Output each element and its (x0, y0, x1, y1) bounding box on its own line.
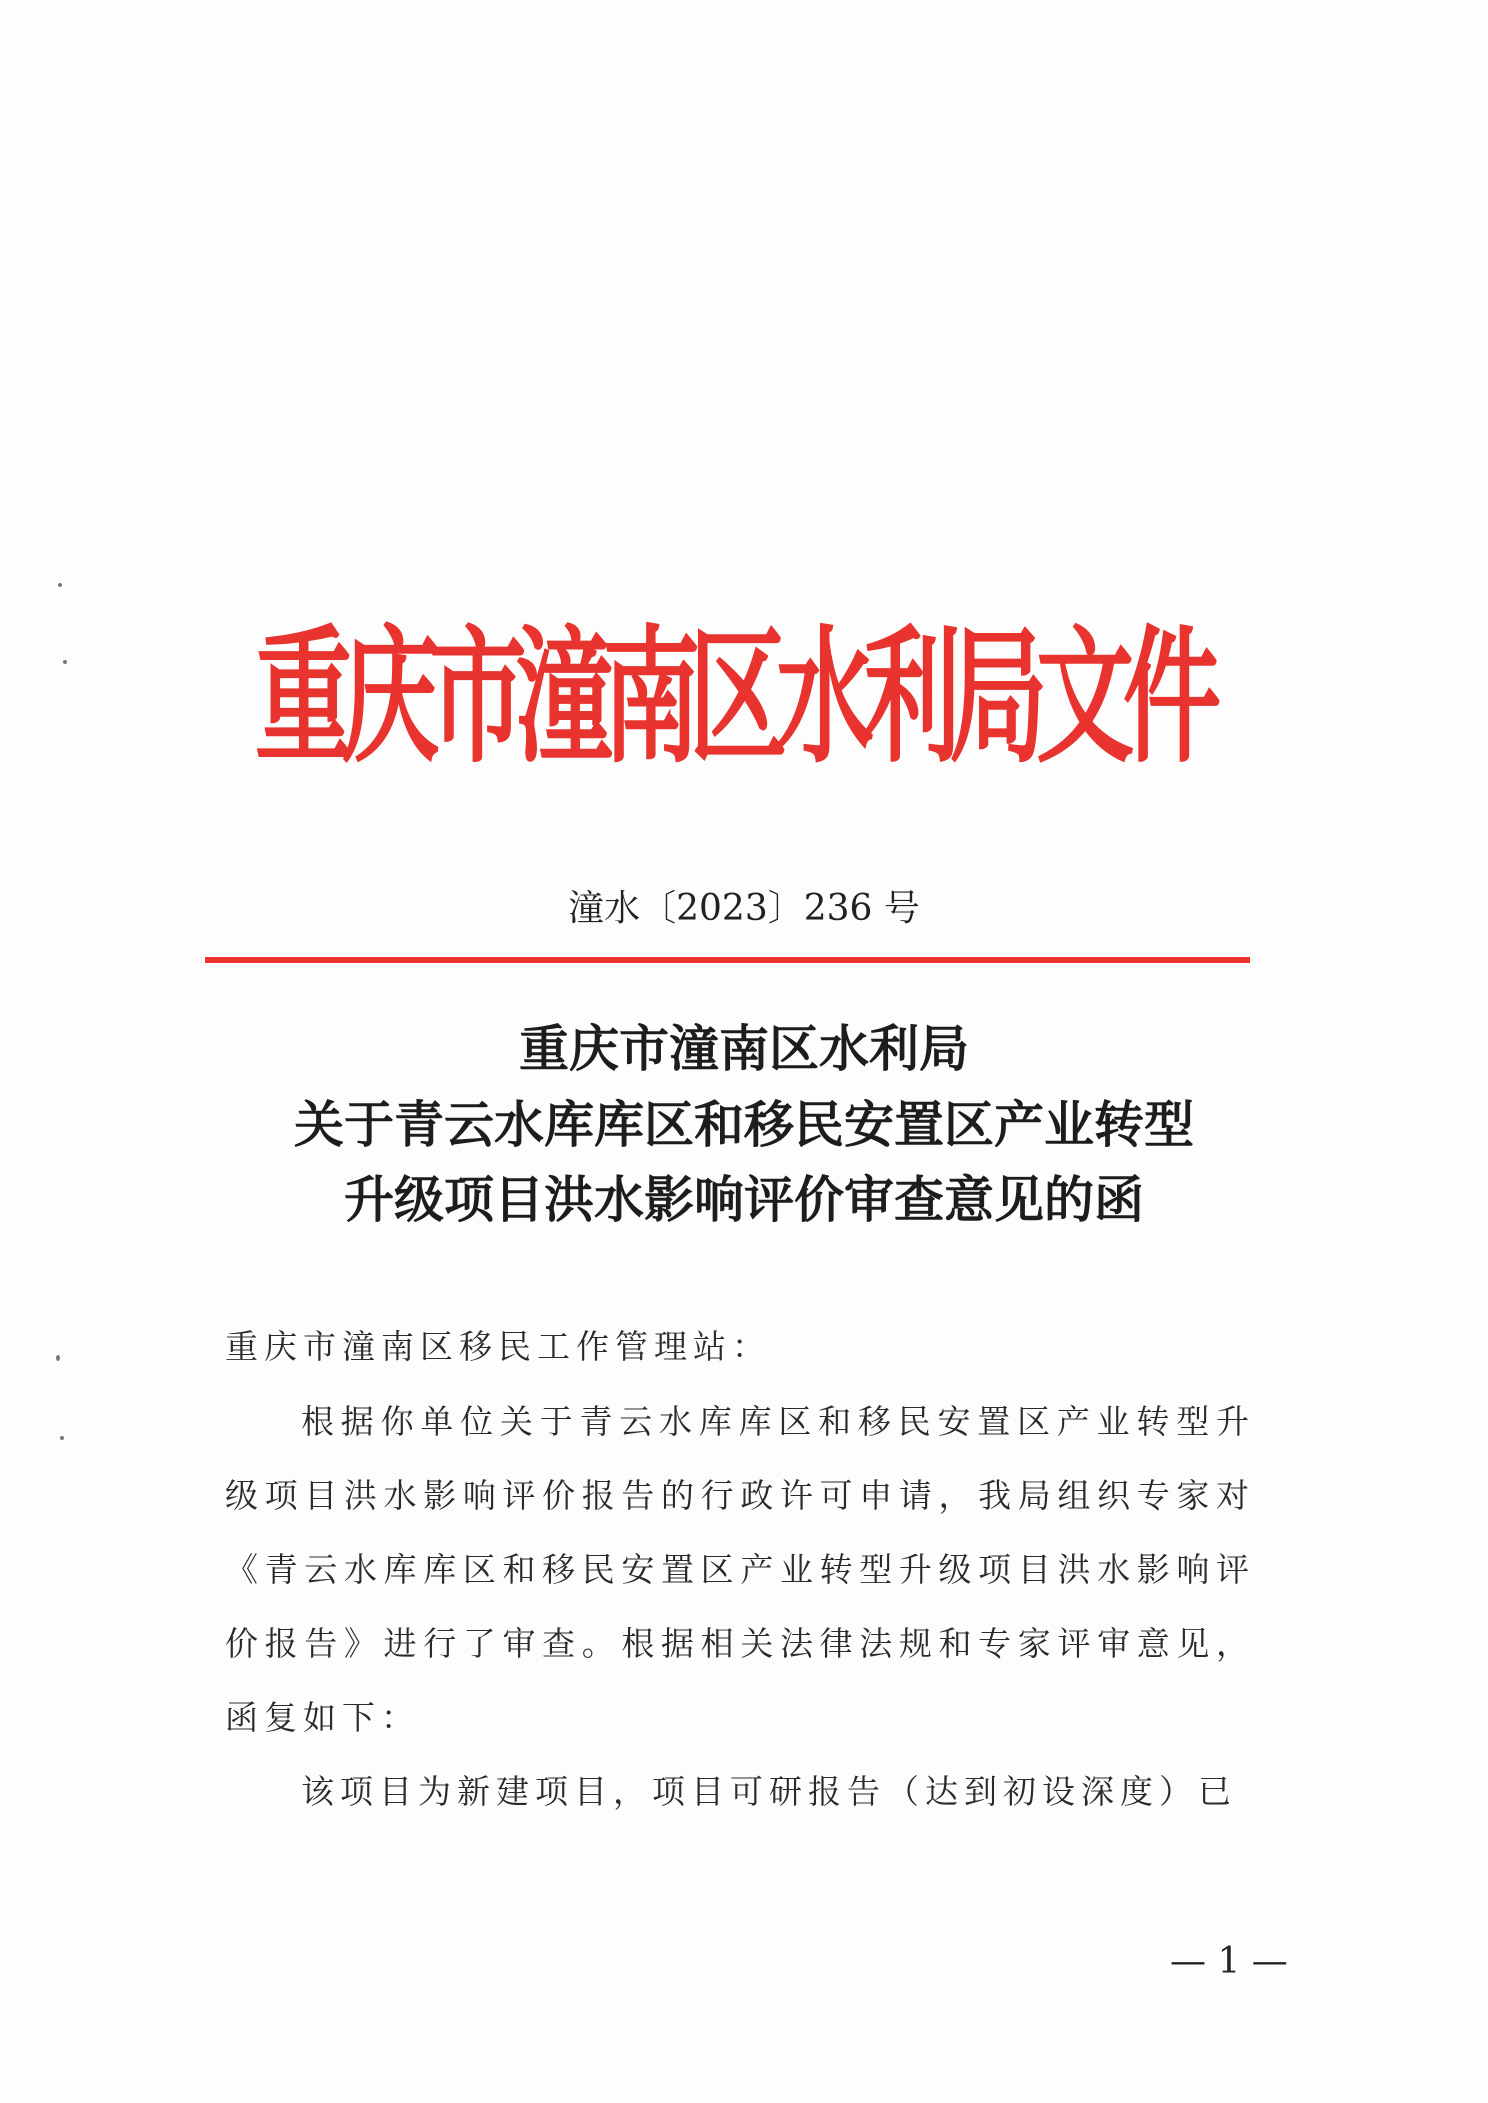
page-number: — 1 — (1170, 1941, 1288, 1982)
red-separator-line (205, 957, 1250, 963)
scan-speck (56, 1355, 60, 1361)
document-number: 潼水〔2023〕236 号 (568, 888, 920, 929)
scan-speck (63, 660, 67, 664)
document-title-line-2: 关于青云水库库区和移民安置区产业转型 (294, 1095, 1194, 1154)
body-paragraph-1: 根据你单位关于青云水库库区和移民安置区产业转型升级项目洪水影响评价报告的行政许可申请，我局组织专家对《青云水库库区和移民安置区产业转型升级项目洪水影响评价报告》进行了审查。根据相关法律法规和专家评审意见，函复如下： (225, 1402, 1255, 1737)
document-title-line-1: 重庆市潼南区水利局 (519, 1019, 969, 1078)
recipient-line: 重庆市潼南区移民工作管理站： (225, 1327, 771, 1366)
scan-speck (58, 583, 62, 587)
body-paragraph-2: 该项目为新建项目，项目可研报告（达到初设深度）已 (301, 1772, 1237, 1811)
scan-speck (60, 1436, 64, 1440)
document-title-line-3: 升级项目洪水影响评价审查意见的函 (344, 1170, 1144, 1229)
masthead-title: 重庆市潼南区水利局文件 (255, 611, 1210, 784)
